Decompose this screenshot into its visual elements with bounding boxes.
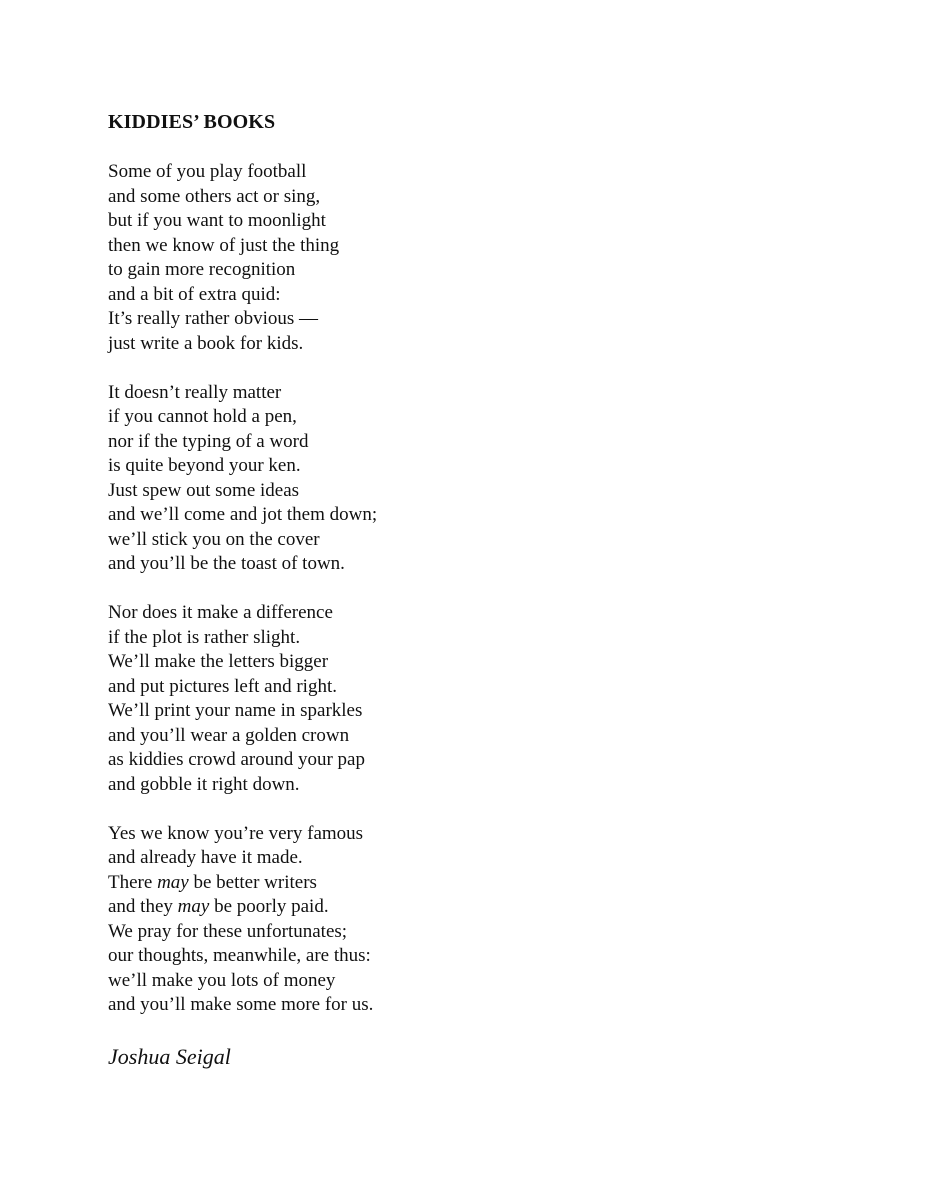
stanza-2 — [108, 381, 828, 577]
poem-line: Nor does it make a difference — [108, 602, 333, 623]
poem-line: and we’ll come and jot them down; — [108, 504, 378, 525]
author-signature: Joshua Seigal — [108, 1044, 231, 1069]
poem-line: It doesn’t really matter — [108, 381, 282, 403]
emphasis-word: may — [177, 896, 210, 917]
line-text: and they — [108, 896, 178, 917]
poem-line: as kiddies crowd around your pap — [108, 749, 365, 770]
poem-line: and put pictures left and right. — [108, 675, 337, 697]
stanza-4 — [108, 822, 828, 1018]
poem-line: and a bit of extra quid: — [108, 283, 281, 305]
poem-line: and you’ll be the toast of town. — [108, 553, 345, 574]
poem-line: to gain more recognition — [108, 259, 296, 280]
stanza-3 — [108, 601, 828, 797]
poem-line-italic-may — [108, 871, 828, 896]
stanza-1 — [108, 160, 828, 356]
poem-line: and gobble it right down. — [108, 773, 300, 795]
poem-line: then we know of just the thing — [108, 234, 340, 256]
poem-line: if you cannot hold a pen, — [108, 406, 297, 427]
poem-line: we’ll stick you on the cover — [108, 528, 320, 550]
line-text: There — [108, 871, 158, 893]
poem — [108, 108, 828, 1072]
line-text: be poorly paid. — [209, 896, 329, 917]
poem-line: We pray for these unfortunates; — [108, 920, 348, 942]
poem-line: We’ll print your name in sparkles — [108, 700, 363, 721]
poem-line: Just spew out some ideas — [108, 479, 300, 501]
poem-line: nor if the typing of a word — [108, 430, 309, 452]
poem-line-italic-may — [108, 895, 828, 920]
poem-line: but if you want to moonlight — [108, 210, 326, 231]
poem-line: if the plot is rather slight. — [108, 626, 301, 648]
poem-line: we’ll make you lots of money — [108, 969, 336, 991]
poem-line: our thoughts, meanwhile, are thus: — [108, 945, 371, 966]
emphasis-word: may — [157, 871, 189, 893]
poem-title: KIDDIES’ BOOKS — [108, 111, 276, 133]
poem-line: just write a book for kids. — [108, 332, 304, 354]
poem-line: and already have it made. — [108, 847, 303, 868]
poem-line: and you’ll make some more for us. — [108, 994, 374, 1015]
poem-line: and you’ll wear a golden crown — [108, 724, 350, 746]
poem-line: Yes we know you’re very famous — [108, 822, 364, 844]
line-text: be better writers — [188, 871, 317, 893]
poem-line: We’ll make the letters bigger — [108, 651, 329, 672]
poem-line: Some of you play football — [108, 161, 307, 182]
poem-line: is quite beyond your ken. — [108, 455, 301, 476]
poem-line: It’s really rather obvious — — [108, 308, 319, 329]
poem-line: and some others act or sing, — [108, 185, 321, 207]
